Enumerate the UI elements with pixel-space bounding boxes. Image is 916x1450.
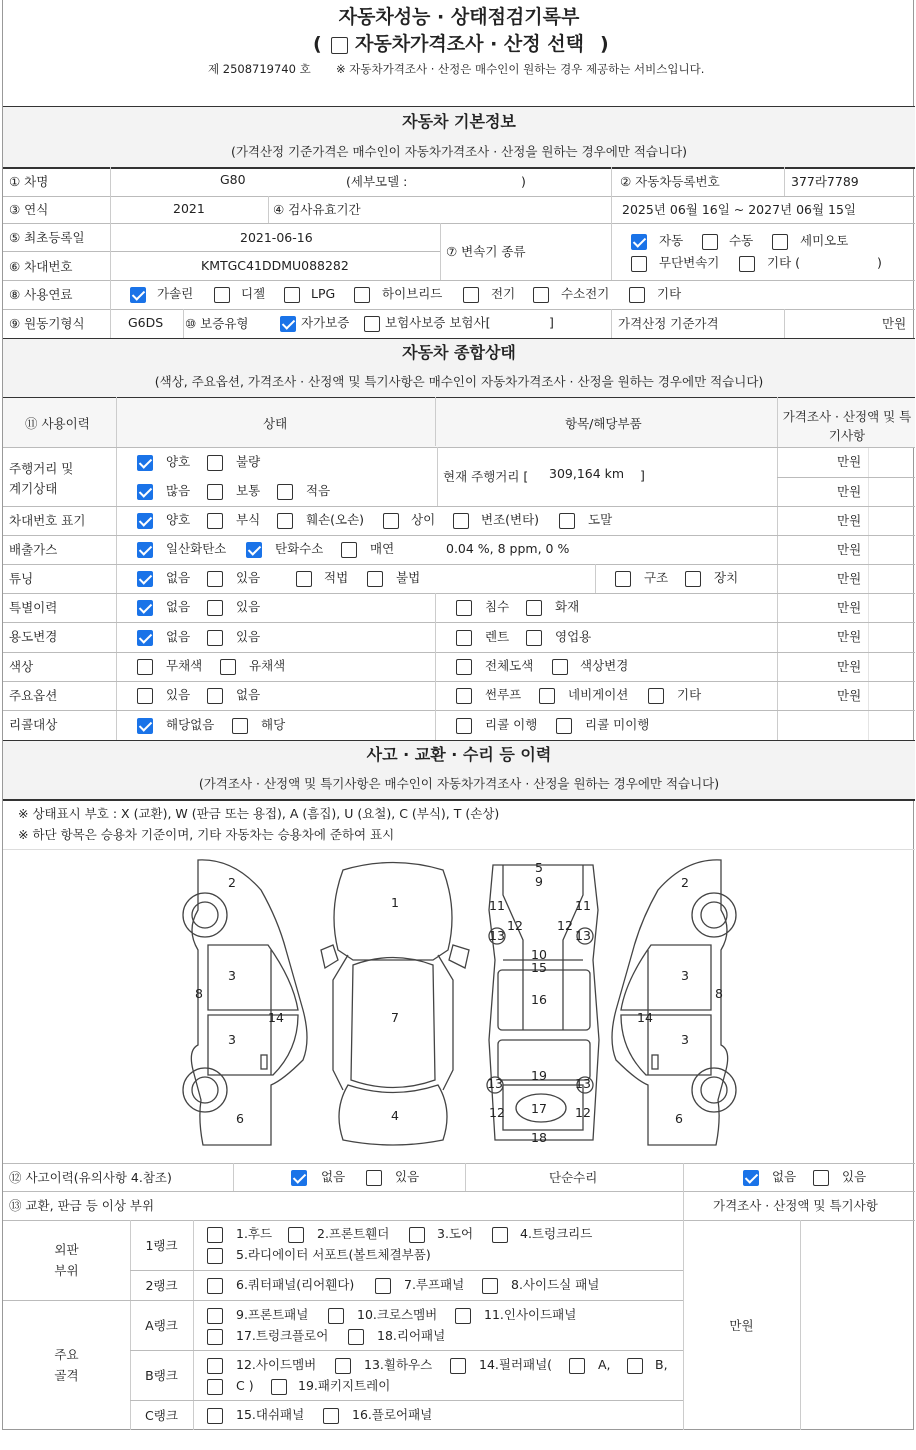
vin-alter-checkbox[interactable] <box>453 513 469 529</box>
vin-stolen-checkbox[interactable] <box>559 513 575 529</box>
options-none: 없음 <box>236 687 261 702</box>
price-base-label: 가격산정 기준가격 <box>618 316 719 331</box>
part-6-left: 6 <box>236 1111 244 1126</box>
tuning-device-checkbox[interactable] <box>685 571 701 587</box>
emission-label: 배출가스 <box>9 542 58 557</box>
part-3-right-front: 3 <box>681 968 689 983</box>
legend-note: ※ 하단 항목은 승용차 기준이며, 기타 자동차는 승용차에 준하여 표시 <box>18 827 395 842</box>
part-door: 3.도어 <box>437 1226 474 1241</box>
pillar-c-label: C ) <box>236 1378 254 1393</box>
part-hood: 1.후드 <box>236 1226 273 1241</box>
part-inside-panel: 11.인사이드패널 <box>484 1307 577 1322</box>
part-18: 18 <box>531 1130 547 1145</box>
part-front-panel-checkbox[interactable] <box>207 1308 223 1324</box>
part-floor-panel: 16.플로어패널 <box>352 1407 433 1422</box>
color-label: 색상 <box>9 659 34 674</box>
col-state-header: 상태 <box>263 416 288 431</box>
options-none-checkbox[interactable] <box>207 688 223 704</box>
options-exist-checkbox[interactable] <box>137 688 153 704</box>
rankA-label: A랭크 <box>145 1318 178 1333</box>
reg-no-label: ② 자동차등록번호 <box>620 174 720 189</box>
col-item-header: 항목/해당부품 <box>565 416 642 431</box>
part-hood-checkbox[interactable] <box>207 1227 223 1243</box>
odometer-value: 309,164 km <box>549 466 625 481</box>
accident-exist-checkbox[interactable] <box>366 1170 382 1186</box>
part-cross-member-checkbox[interactable] <box>328 1308 344 1324</box>
special-history-label: 특별이력 <box>9 600 58 615</box>
subtitle-open-paren: ( <box>313 33 322 55</box>
part-trunk-floor: 17.트렁크플로어 <box>236 1328 329 1343</box>
vin-price-unit: 만원 <box>837 513 862 528</box>
business-checkbox[interactable] <box>526 630 542 646</box>
pillar-c-checkbox[interactable] <box>207 1379 223 1395</box>
part-quarter-panel-checkbox[interactable] <box>207 1278 223 1294</box>
options-exist: 있음 <box>166 687 191 702</box>
meter-price-unit: 만원 <box>837 454 862 469</box>
rankC-label: C랭크 <box>145 1408 178 1423</box>
mileage-many-checkbox[interactable] <box>137 484 153 500</box>
detail-model-label: (세부모델 : <box>346 174 408 189</box>
parts-price-col: 가격조사 · 산정액 및 특기사항 <box>713 1198 878 1213</box>
recall-applicable: 해당 <box>261 717 286 732</box>
simple-repair-none: 없음 <box>772 1169 797 1184</box>
mileage-few: 적음 <box>306 483 331 498</box>
use-change-none-checkbox[interactable] <box>137 630 153 646</box>
rank1-label: 1랭크 <box>145 1238 178 1253</box>
simple-repair-exist-checkbox[interactable] <box>813 1170 829 1186</box>
accident-none: 없음 <box>321 1169 346 1184</box>
part-2-right: 2 <box>681 875 689 890</box>
document-title: 자동차성능 · 상태점검기록부 <box>338 6 580 28</box>
fuel-gasoline-checkbox[interactable] <box>130 287 146 303</box>
fuel-gasoline: 가솔린 <box>157 286 194 301</box>
part-front-fender-checkbox[interactable] <box>288 1227 304 1243</box>
part-pillar-panel: 14.필러패널( <box>479 1357 553 1372</box>
trans-etc-close: ) <box>877 255 882 270</box>
year-value: 2021 <box>173 201 205 216</box>
part-side-sill: 8.사이드실 패널 <box>511 1277 600 1292</box>
part-12-rear-right: 12 <box>575 1105 591 1120</box>
achromatic-checkbox[interactable] <box>137 659 153 675</box>
co-label: 일산화탄소 <box>166 541 227 556</box>
fire-checkbox[interactable] <box>526 600 542 616</box>
use-change-label: 용도변경 <box>9 629 58 644</box>
part-floor-panel-checkbox[interactable] <box>323 1408 339 1424</box>
chromatic-checkbox[interactable] <box>220 659 236 675</box>
part-2-left: 2 <box>228 875 236 890</box>
part-10: 10 <box>531 947 547 962</box>
navigation-label: 네비게이션 <box>568 687 629 702</box>
recall-na: 해당없음 <box>166 717 215 732</box>
trans-semi-checkbox[interactable] <box>772 234 788 250</box>
fuel-diesel-checkbox[interactable] <box>214 287 230 303</box>
vin-damage: 훼손(오손) <box>306 512 365 527</box>
trans-cvt-checkbox[interactable] <box>631 256 647 272</box>
sunroof-label: 썬루프 <box>485 687 522 702</box>
use-change-price-unit: 만원 <box>837 629 862 644</box>
vin-alter: 변조(변타) <box>481 512 540 527</box>
accident-none-checkbox[interactable] <box>291 1170 307 1186</box>
vin-diff-checkbox[interactable] <box>383 513 399 529</box>
mileage-many: 많음 <box>166 483 191 498</box>
tuning-none: 없음 <box>166 570 191 585</box>
fuel-hydrogen-checkbox[interactable] <box>533 287 549 303</box>
simple-repair-exist: 있음 <box>842 1169 867 1184</box>
fuel-lpg: LPG <box>311 286 336 301</box>
fuel-diesel: 디젤 <box>241 286 266 301</box>
part-rear-panel: 18.리어패널 <box>377 1328 446 1343</box>
simple-repair-label: 단순수리 <box>549 1170 598 1185</box>
car-name-value: G80 <box>220 172 246 187</box>
part-radiator-support: 5.라디에이터 서포트(볼트체결부품) <box>236 1247 431 1262</box>
vin-good-checkbox[interactable] <box>137 513 153 529</box>
part-3-left-rear: 3 <box>228 1032 236 1047</box>
tuning-structure-checkbox[interactable] <box>615 571 631 587</box>
use-change-exist: 있음 <box>236 629 261 644</box>
part-wheel-house-checkbox[interactable] <box>335 1358 351 1374</box>
part-14-right: 14 <box>637 1010 653 1025</box>
basic-info-note: (가격산정 기준가격은 매수인이 자동차가격조사 · 산정을 원하는 경우에만 적습니다) <box>230 144 688 159</box>
fuel-hybrid: 하이브리드 <box>382 286 443 301</box>
subtitle-close-paren: ) <box>600 33 609 55</box>
trans-manual-checkbox[interactable] <box>702 234 718 250</box>
status-title: 자동차 종합상태 <box>402 343 516 362</box>
part-inside-panel-checkbox[interactable] <box>455 1308 471 1324</box>
part-12-left: 12 <box>507 918 523 933</box>
part-19: 19 <box>531 1068 547 1083</box>
fuel-electric: 전기 <box>491 286 516 301</box>
tuning-illegal: 불법 <box>396 570 421 585</box>
warranty-insurance-checkbox[interactable] <box>364 316 380 332</box>
part-13-front-left: 13 <box>489 928 505 943</box>
emission-values: 0.04 %, 8 ppm, 0 % <box>446 541 570 556</box>
fuel-label: ⑧ 사용연료 <box>9 287 73 302</box>
part-pillar-panel-checkbox[interactable] <box>450 1358 466 1374</box>
outer-panel-label-2: 부위 <box>54 1263 79 1278</box>
rent-checkbox[interactable] <box>456 630 472 646</box>
trans-auto-label: 자동 <box>659 233 684 248</box>
navigation-checkbox[interactable] <box>539 688 555 704</box>
rank2-label: 2랭크 <box>145 1278 178 1293</box>
color-price-unit: 만원 <box>837 659 862 674</box>
fuel-electric-checkbox[interactable] <box>463 287 479 303</box>
part-trunk-lid-checkbox[interactable] <box>492 1227 508 1243</box>
vin-corrode: 부식 <box>236 512 261 527</box>
hc-checkbox[interactable] <box>246 542 262 558</box>
part-13-front-right: 13 <box>575 928 591 943</box>
inspection-period-label: ④ 검사유효기간 <box>273 202 361 217</box>
special-exist: 있음 <box>236 599 261 614</box>
sunroof-checkbox[interactable] <box>456 688 472 704</box>
part-7: 7 <box>391 1010 399 1025</box>
trans-auto-checkbox[interactable] <box>631 234 647 250</box>
tuning-structure: 구조 <box>644 570 669 585</box>
vin-good: 양호 <box>166 512 191 527</box>
first-reg-value: 2021-06-16 <box>240 230 313 245</box>
co-checkbox[interactable] <box>137 542 153 558</box>
vin-mark-label: 차대번호 표기 <box>9 513 86 528</box>
warranty-self-label: 자가보증 <box>301 315 350 330</box>
part-5: 5 <box>535 860 543 875</box>
part-package-tray: 19.패키지트레이 <box>298 1378 391 1393</box>
part-13-rear-right: 13 <box>575 1076 591 1091</box>
part-dash-panel: 15.대쉬패널 <box>236 1407 305 1422</box>
parts-label: ⑬ 교환, 판금 등 이상 부위 <box>9 1198 155 1213</box>
part-roof-panel: 7.루프패널 <box>404 1277 465 1292</box>
transmission-label: ⑦ 변속기 종류 <box>446 244 526 259</box>
trans-etc-label: 기타 ( <box>767 255 801 270</box>
part-8-left: 8 <box>195 986 203 1001</box>
right-side-view <box>612 860 736 1145</box>
color-change-checkbox[interactable] <box>552 659 568 675</box>
part-front-fender: 2.프론트휀더 <box>317 1226 390 1241</box>
trans-manual-label: 수동 <box>729 233 754 248</box>
part-side-member-checkbox[interactable] <box>207 1358 223 1374</box>
tuning-illegal-checkbox[interactable] <box>367 571 383 587</box>
legend-symbols: ※ 상태표시 부호 : X (교환), W (판금 또는 용접), A (흠집), U (요철), C (부식), T (손상) <box>18 806 500 821</box>
rankB-label: B랭크 <box>145 1368 178 1383</box>
detail-model-close: ) <box>521 174 526 189</box>
odometer-close: ] <box>640 468 645 483</box>
use-change-none: 없음 <box>166 629 191 644</box>
part-15: 15 <box>531 960 547 975</box>
document-number: 제 2508719740 호 <box>208 62 311 76</box>
recall-notdone: 리콜 미이행 <box>585 717 650 732</box>
inspection-record-sheet <box>2 0 914 1430</box>
options-etc-label: 기타 <box>677 687 702 702</box>
recall-notdone-checkbox[interactable] <box>556 718 572 734</box>
engine-label: ⑨ 원동기형식 <box>9 316 85 331</box>
achromatic-label: 무채색 <box>166 658 203 673</box>
mileage-few-checkbox[interactable] <box>277 484 293 500</box>
parts-price-unit: 만원 <box>729 1318 754 1333</box>
hc-label: 탄화수소 <box>275 541 324 556</box>
chromatic-label: 유채색 <box>249 658 286 673</box>
mileage-label: 주행거리 및 계기상태 <box>9 461 74 496</box>
vin-stolen: 도말 <box>588 512 613 527</box>
accident-exist: 있음 <box>395 1169 420 1184</box>
part-3-right-rear: 3 <box>681 1032 689 1047</box>
part-quarter-panel: 6.쿼터패널(리어휀다) <box>236 1277 355 1292</box>
part-14-left: 14 <box>268 1010 284 1025</box>
tuning-exist-checkbox[interactable] <box>207 571 223 587</box>
part-13-rear-left: 13 <box>487 1076 503 1091</box>
simple-repair-none-checkbox[interactable] <box>743 1170 759 1186</box>
mileage-normal-checkbox[interactable] <box>207 484 223 500</box>
fuel-hydrogen: 수소전기 <box>561 286 610 301</box>
part-11-left: 11 <box>489 898 505 913</box>
recall-done: 리콜 이행 <box>485 717 538 732</box>
part-11-right: 11 <box>575 898 591 913</box>
color-change-label: 색상변경 <box>580 658 629 673</box>
part-3-left-front: 3 <box>228 968 236 983</box>
recall-label: 리콜대상 <box>9 717 58 732</box>
tuning-none-checkbox[interactable] <box>137 571 153 587</box>
part-6-right: 6 <box>675 1111 683 1126</box>
left-side-view <box>183 860 307 1145</box>
year-label: ③ 연식 <box>9 202 49 217</box>
tuning-device: 장치 <box>714 570 739 585</box>
engine-value: G6DS <box>128 315 164 330</box>
accident-history-label: ⑫ 사고이력(유의사항 4.참조) <box>9 1170 172 1185</box>
inspection-period-value: 2025년 06월 16일 ~ 2027년 06월 15일 <box>622 202 857 217</box>
fuel-etc: 기타 <box>657 286 682 301</box>
col-price-header: 가격조사 · 산정액 및 특기사항 <box>782 409 912 443</box>
meter-bad-checkbox[interactable] <box>207 455 223 471</box>
part-8-right: 8 <box>715 986 723 1001</box>
frame-label-1: 주요 <box>54 1347 79 1362</box>
meter-bad: 불량 <box>236 454 261 469</box>
full-paint-label: 전체도색 <box>485 658 534 673</box>
emission-price-unit: 만원 <box>837 542 862 557</box>
part-17: 17 <box>531 1101 547 1116</box>
part-roof-panel-checkbox[interactable] <box>375 1278 391 1294</box>
service-notice: ※ 자동차가격조사 · 산정은 매수인이 원하는 경우 제공하는 서비스입니다. <box>336 62 705 76</box>
special-exist-checkbox[interactable] <box>207 600 223 616</box>
part-1: 1 <box>391 895 399 910</box>
price-base-unit: 만원 <box>882 316 907 331</box>
part-9: 9 <box>535 874 543 889</box>
mileage-normal: 보통 <box>236 483 261 498</box>
outer-panel-label-1: 외판 <box>54 1242 79 1257</box>
fuel-lpg-checkbox[interactable] <box>284 287 300 303</box>
part-trunk-lid: 4.트렁크리드 <box>520 1226 593 1241</box>
vin-damage-checkbox[interactable] <box>277 513 293 529</box>
col-usage-header: ⑪ 사용이력 <box>25 416 90 431</box>
rent-label: 렌트 <box>485 629 510 644</box>
tuning-price-unit: 만원 <box>837 571 862 586</box>
document-subtitle: 자동차가격조사 · 산정 선택 <box>355 33 584 55</box>
tuning-label: 튜닝 <box>9 571 34 586</box>
meter-good-checkbox[interactable] <box>137 455 153 471</box>
part-package-tray-checkbox[interactable] <box>271 1379 287 1395</box>
recall-done-checkbox[interactable] <box>456 718 472 734</box>
tuning-legal: 적법 <box>324 570 349 585</box>
pillar-b-label: B, <box>655 1357 668 1372</box>
car-name-label: ① 차명 <box>9 174 49 189</box>
part-rear-panel-checkbox[interactable] <box>348 1329 364 1345</box>
part-12-rear-left: 12 <box>489 1105 505 1120</box>
fuel-hybrid-checkbox[interactable] <box>354 287 370 303</box>
part-wheel-house: 13.휠하우스 <box>364 1357 433 1372</box>
warranty-insurance-label: 보험사보증 보험사[ <box>385 315 491 330</box>
part-cross-member: 10.크로스멤버 <box>357 1307 438 1322</box>
use-change-exist-checkbox[interactable] <box>207 630 223 646</box>
warranty-self-checkbox[interactable] <box>280 316 296 332</box>
accident-note: (가격조사 · 산정액 및 특기사항은 매수인이 자동차가격조사 · 산정을 원하는 경우에만 적습니다) <box>198 776 720 791</box>
full-paint-checkbox[interactable] <box>456 659 472 675</box>
warranty-label: ⑩ 보증유형 <box>185 316 249 331</box>
odometer-label: 현재 주행거리 [ <box>443 469 529 484</box>
flood-label: 침수 <box>485 599 510 614</box>
car-parts-diagram <box>3 850 915 1160</box>
part-dash-panel-checkbox[interactable] <box>207 1408 223 1424</box>
part-side-sill-checkbox[interactable] <box>482 1278 498 1294</box>
part-trunk-floor-checkbox[interactable] <box>207 1329 223 1345</box>
part-door-checkbox[interactable] <box>409 1227 425 1243</box>
fuel-etc-checkbox[interactable] <box>629 287 645 303</box>
recall-na-checkbox[interactable] <box>137 718 153 734</box>
frame-label-2: 골격 <box>54 1368 79 1383</box>
price-survey-checkbox[interactable] <box>331 37 348 54</box>
options-price-unit: 만원 <box>837 688 862 703</box>
vin-corrode-checkbox[interactable] <box>207 513 223 529</box>
mileage-price-unit: 만원 <box>837 484 862 499</box>
part-radiator-support-checkbox[interactable] <box>207 1248 223 1264</box>
status-note: (색상, 주요옵션, 가격조사 · 산정액 및 특기사항은 매수인이 자동차가격조사 · 산정을 원하는 경우에만 적습니다) <box>154 374 764 389</box>
trans-etc-checkbox[interactable] <box>739 256 755 272</box>
recall-applicable-checkbox[interactable] <box>232 718 248 734</box>
special-none-checkbox[interactable] <box>137 600 153 616</box>
vin-diff: 상이 <box>411 512 436 527</box>
pillar-a-checkbox[interactable] <box>569 1358 585 1374</box>
first-reg-label: ⑤ 최초등록일 <box>9 230 85 245</box>
options-label: 주요옵션 <box>9 688 58 703</box>
part-16: 16 <box>531 992 547 1007</box>
special-price-unit: 만원 <box>837 600 862 615</box>
meter-good: 양호 <box>166 454 191 469</box>
trans-semi-label: 세미오토 <box>800 233 849 248</box>
part-4: 4 <box>391 1108 399 1123</box>
tuning-legal-checkbox[interactable] <box>296 571 312 587</box>
smoke-label: 매연 <box>370 541 395 556</box>
part-front-panel: 9.프론트패널 <box>236 1307 309 1322</box>
vin-label: ⑥ 차대번호 <box>9 259 73 274</box>
pillar-a-label: A, <box>598 1357 611 1372</box>
reg-no-value: 377라7789 <box>791 174 859 189</box>
warranty-insurance-close: ] <box>549 315 554 330</box>
options-etc-checkbox[interactable] <box>648 688 664 704</box>
accident-title: 사고 · 교환 · 수리 등 이력 <box>366 745 552 764</box>
part-12-right: 12 <box>557 918 573 933</box>
part-side-member: 12.사이드멤버 <box>236 1357 317 1372</box>
trans-cvt-label: 무단변속기 <box>659 255 720 270</box>
basic-info-title: 자동차 기본정보 <box>402 112 516 131</box>
pillar-b-checkbox[interactable] <box>627 1358 643 1374</box>
smoke-checkbox[interactable] <box>341 542 357 558</box>
fire-label: 화재 <box>555 599 580 614</box>
tuning-exist: 있음 <box>236 570 261 585</box>
special-none: 없음 <box>166 599 191 614</box>
flood-checkbox[interactable] <box>456 600 472 616</box>
business-label: 영업용 <box>555 629 592 644</box>
vin-value: KMTGC41DDMU088282 <box>201 258 349 273</box>
